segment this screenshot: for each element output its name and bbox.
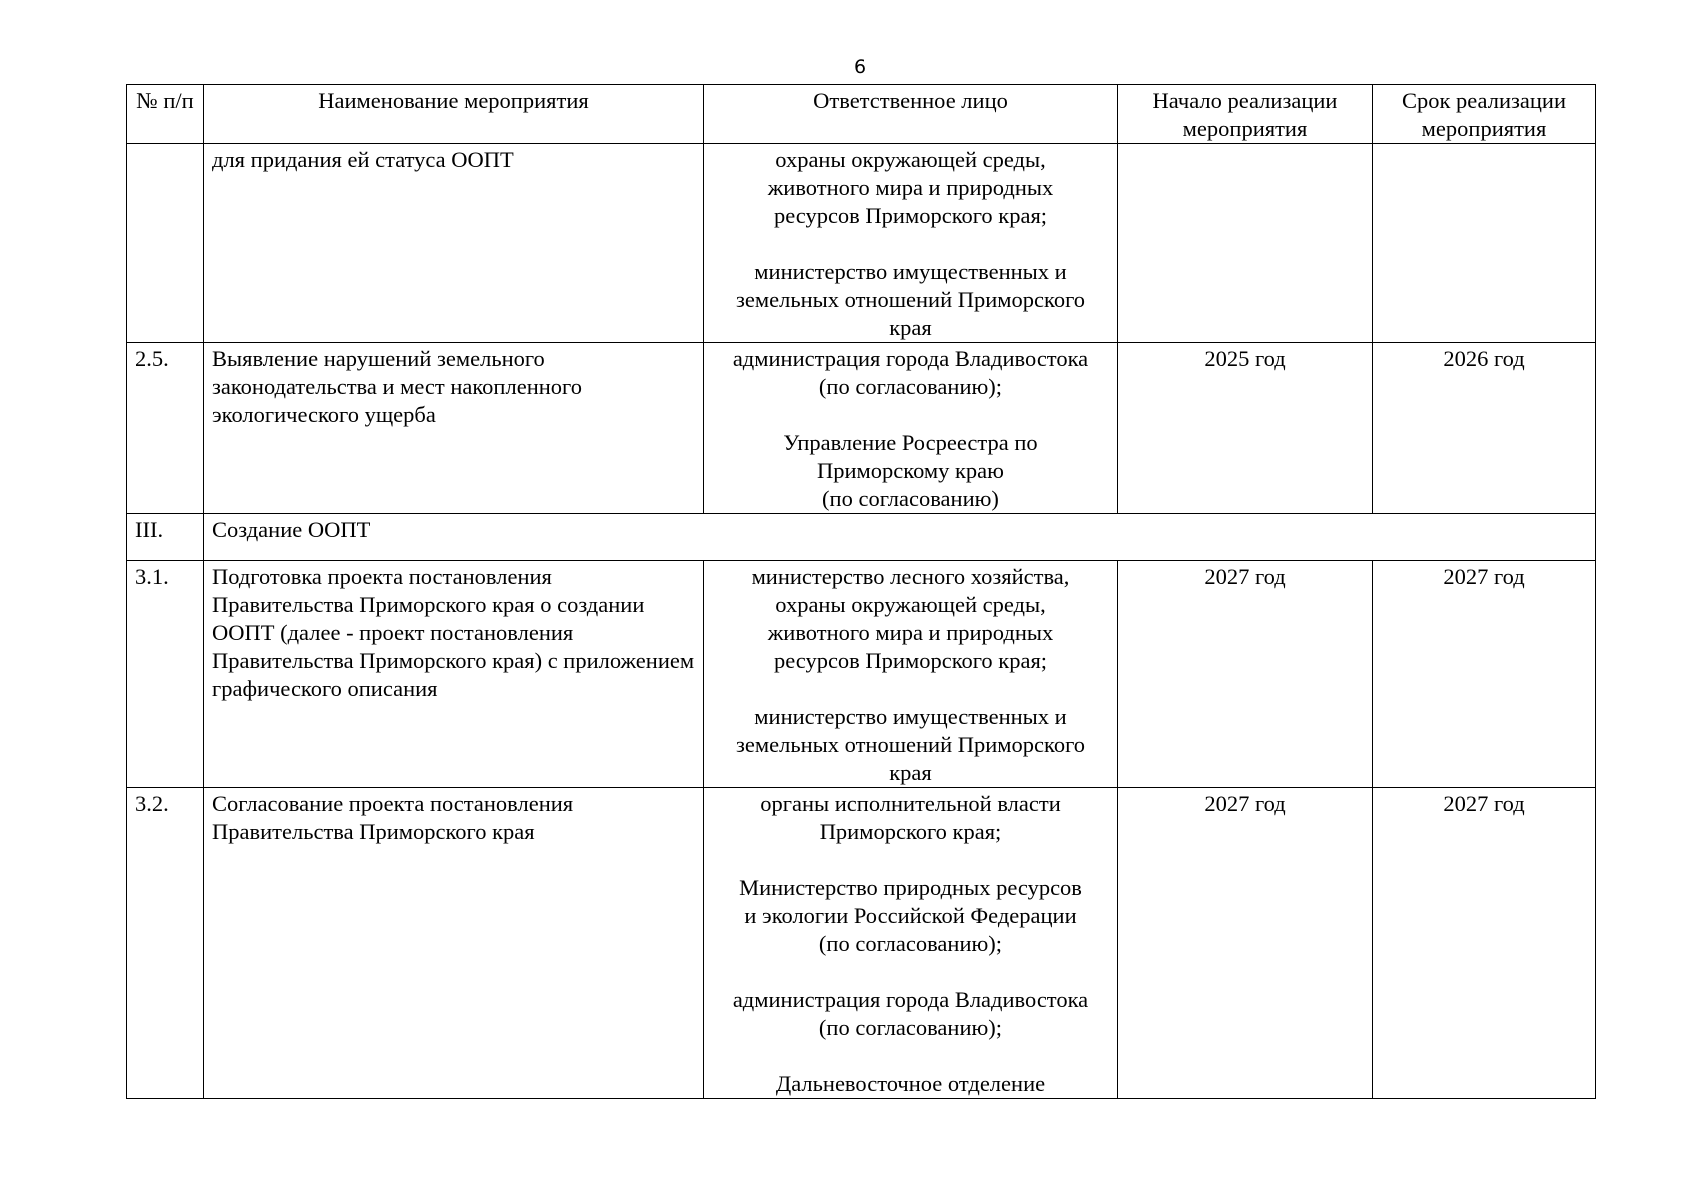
row-name: для придания ей статуса ООПТ <box>204 144 704 343</box>
responsible-line: края <box>889 315 932 340</box>
responsible-line: министерство имущественных и <box>754 704 1067 729</box>
row-name: Выявление нарушений земельного законодательства и мест накопленного экологического ущерба <box>204 343 704 514</box>
row-start: 2027 год <box>1118 561 1373 788</box>
row-start: 2025 год <box>1118 343 1373 514</box>
header-deadline: Срок реализации мероприятия <box>1373 85 1596 144</box>
row-num: 3.1. <box>127 561 204 788</box>
responsible-line: охраны окружающей среды, <box>775 147 1046 172</box>
header-name: Наименование мероприятия <box>204 85 704 144</box>
responsible-line: Министерство природных ресурсов <box>739 875 1082 900</box>
row-deadline <box>1373 144 1596 343</box>
responsible-line: Управление Росреестра по <box>783 430 1038 455</box>
responsible-line: ресурсов Приморского края; <box>773 203 1048 228</box>
row-deadline: 2027 год <box>1373 788 1596 1099</box>
responsible-line: Приморскому краю <box>817 458 1004 483</box>
row-responsible <box>704 343 1118 514</box>
section-row <box>127 514 1596 561</box>
row-num: 3.2. <box>127 788 204 1099</box>
activities-table <box>126 84 1596 1099</box>
responsible-line: земельных отношений Приморского <box>736 732 1085 757</box>
table-row <box>127 343 1596 514</box>
responsible-line: животного мира и природных <box>767 620 1054 645</box>
responsible-line: животного мира и природных <box>767 175 1054 200</box>
responsible-line: и экологии Российской Федерации <box>744 903 1077 928</box>
header-responsible: Ответственное лицо <box>704 85 1118 144</box>
responsible-line: охраны окружающей среды, <box>775 592 1046 617</box>
responsible-line: органы исполнительной власти <box>760 791 1061 816</box>
responsible-line: министерство имущественных и <box>754 259 1067 284</box>
section-num: III. <box>127 514 204 561</box>
header-num: № п/п <box>127 85 204 144</box>
table-row <box>127 788 1596 1099</box>
responsible-line: администрация города Владивостока <box>732 346 1089 371</box>
responsible-line: администрация города Владивостока <box>732 987 1089 1012</box>
responsible-line: (по согласованию); <box>818 1015 1003 1040</box>
responsible-line: Приморского края; <box>819 819 1002 844</box>
responsible-line: (по согласованию); <box>818 374 1003 399</box>
table-header-row <box>127 85 1596 144</box>
responsible-line: (по согласованию) <box>822 486 999 511</box>
responsible-line: ресурсов Приморского края; <box>773 648 1048 673</box>
section-title: Создание ООПТ <box>204 514 1596 561</box>
responsible-line: Дальневосточное отделение <box>775 1071 1046 1096</box>
row-name: Подготовка проекта постановления Правительства Приморского края о создании ООПТ (далее - проект постановления Правительства Приморского края) с приложением графического описания <box>204 561 704 788</box>
table-row <box>127 561 1596 788</box>
row-deadline: 2027 год <box>1373 561 1596 788</box>
row-start: 2027 год <box>1118 788 1373 1099</box>
responsible-line: министерство лесного хозяйства, <box>751 564 1070 589</box>
row-num: 2.5. <box>127 343 204 514</box>
header-start: Начало реализации мероприятия <box>1118 85 1373 144</box>
responsible-line: (по согласованию); <box>818 931 1003 956</box>
row-deadline: 2026 год <box>1373 343 1596 514</box>
row-start <box>1118 144 1373 343</box>
row-responsible <box>704 788 1118 1099</box>
responsible-line: края <box>889 760 932 785</box>
row-num <box>127 144 204 343</box>
row-responsible <box>704 144 1118 343</box>
row-responsible <box>704 561 1118 788</box>
page-number: 6 <box>853 56 867 78</box>
table-row <box>127 144 1596 343</box>
responsible-line: земельных отношений Приморского <box>736 287 1085 312</box>
row-name: Согласование проекта постановления Правительства Приморского края <box>204 788 704 1099</box>
